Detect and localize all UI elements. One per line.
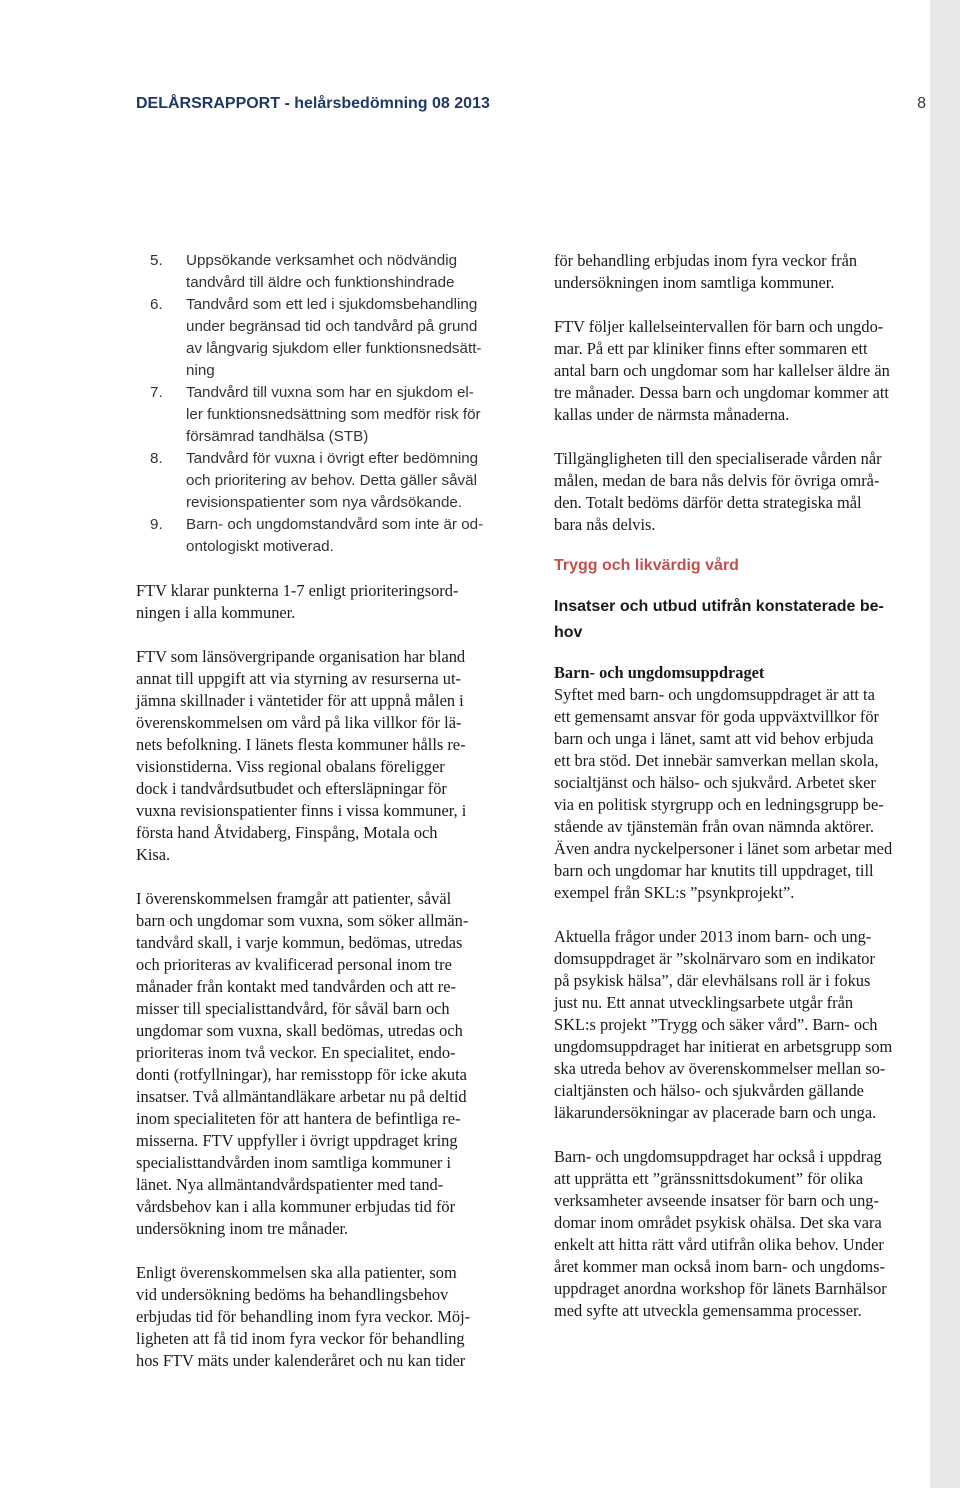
text-line: misserna. FTV uppfyller i övrigt uppdraget kring xyxy=(136,1131,458,1150)
text-line: vid undersökning bedöms ha behandlingsbehov xyxy=(136,1285,449,1304)
text-line: erbjudas tid för behandling inom fyra veckor. Möj- xyxy=(136,1307,471,1326)
text-line: tandvård till äldre och funktionshindrade xyxy=(186,274,455,291)
text-line: insatser. Två allmäntandläkare arbetar nu på deltid xyxy=(136,1087,467,1106)
text-line: för behandling erbjudas inom fyra veckor från xyxy=(554,251,858,270)
text-line: visionstiderna. Viss regional obalans föreligger xyxy=(136,757,445,776)
paragraph xyxy=(554,250,960,294)
text-line: och prioritering av behov. Detta gäller såväl xyxy=(186,472,477,489)
text-line: I överenskommelsen framgår att patienter, såväl xyxy=(136,889,452,908)
text-line: hos FTV mäts under kalenderåret och nu kan tider xyxy=(136,1351,466,1370)
text-line: och prioriteras av kvalificerad personal inom tre xyxy=(136,955,452,974)
text-line: exempel från SKL:s ”psynkprojekt”. xyxy=(554,883,795,902)
text-line: ett gemensamt ansvar för goda uppväxtvillkor för xyxy=(554,707,879,726)
text-line: inom specialiteten för att hantera de befintliga re- xyxy=(136,1109,461,1128)
text-line: den. Totalt bedöms därför detta strategiska mål xyxy=(554,493,862,512)
subsection-heading xyxy=(554,594,960,646)
text-line: kallas under de närmsta månaderna. xyxy=(554,405,790,424)
text-line: vuxna revisionspatienter finns i vissa kommuner, i xyxy=(136,801,467,820)
text-line: domar inom området psykisk ohälsa. Det ska vara xyxy=(554,1213,882,1232)
text-line: revisionspatienter som nya vårdsökande. xyxy=(186,494,463,511)
list-number: 7. xyxy=(150,384,163,401)
text-line: av långvarig sjukdom eller funktionsnedsätt- xyxy=(186,340,482,357)
text-line: månader från kontakt med tandvården och att re- xyxy=(136,977,456,996)
page-number: 8 xyxy=(917,95,926,112)
text-line: med syfte att utveckla gemensamma processer. xyxy=(554,1301,862,1320)
list-item xyxy=(136,514,534,558)
text-line: FTV som länsövergripande organisation har bland xyxy=(136,647,466,666)
text-line: SKL:s projekt ”Trygg och säker vård”. Barn- och xyxy=(554,1015,878,1034)
list-number: 8. xyxy=(150,450,163,467)
list-item xyxy=(136,382,534,448)
right-column xyxy=(554,250,960,1322)
text-line: Barn- och ungdomstandvård som inte är od- xyxy=(186,516,484,533)
text-line: donti (rotfyllningar), har remisstopp för icke akuta xyxy=(136,1065,467,1084)
text-line: domsuppdraget är ”skolnärvaro som en indikator xyxy=(554,949,875,968)
text-line: Uppsökande verksamhet och nödvändig xyxy=(186,252,458,269)
paragraph xyxy=(136,888,534,1240)
list-number: 6. xyxy=(150,296,163,313)
text-line: antal barn och ungdomar som har kallelser äldre än xyxy=(554,361,890,380)
text-line: annat till uppgift att via styrning av resurserna ut- xyxy=(136,669,461,688)
text-line: jämna skillnader i väntetider för att uppnå målen i xyxy=(136,691,464,710)
priority-list xyxy=(136,250,534,558)
paragraph xyxy=(136,646,534,866)
paragraph xyxy=(554,926,960,1124)
text-line: ett bra stöd. Det innebär samverkan mellan skola, xyxy=(554,751,879,770)
text-line: ungdomsuppdraget har initierat en arbetsgrupp som xyxy=(554,1037,893,1056)
text-line: Aktuella frågor under 2013 inom barn- och ung- xyxy=(554,927,872,946)
text-line: FTV klarar punkterna 1-7 enligt prioriteringsord- xyxy=(136,581,459,600)
subheading: Barn- och ungdomsuppdraget xyxy=(554,663,765,682)
list-item xyxy=(136,448,534,514)
text-line: Syftet med barn- och ungdomsuppdraget är att ta xyxy=(554,685,875,704)
text-line: året kommer man också inom barn- och ungdoms- xyxy=(554,1257,885,1276)
text-line: Tandvård till vuxna som har en sjukdom el- xyxy=(186,384,474,401)
paragraph xyxy=(554,684,960,904)
text-line: Tandvård som ett led i sjukdomsbehandling xyxy=(186,296,478,313)
text-line: ontologiskt motiverad. xyxy=(186,538,334,555)
text-line: målen, medan de bara nås delvis för övriga områ- xyxy=(554,471,880,490)
text-line: cialtjänsten och hälso- och sjukvården gällande xyxy=(554,1081,864,1100)
text-line: på psykisk hälsa”, där elevhälsans roll är i fokus xyxy=(554,971,871,990)
text-line: socialtjänst och hälso- och sjukvård. Arbetet sker xyxy=(554,773,876,792)
list-number: 9. xyxy=(150,516,163,533)
page-header xyxy=(136,95,926,113)
text-line: under begränsad tid och tandvård på grund xyxy=(186,318,478,335)
text-line: barn och ungdomar som vuxna, som söker allmän- xyxy=(136,911,469,930)
text-line: specialisttandvården inom samtliga kommuner i xyxy=(136,1153,451,1172)
text-line: misser till specialisttandvård, för såväl barn och xyxy=(136,999,450,1018)
text-line: mar. På ett par kliniker finns efter sommaren ett xyxy=(554,339,868,358)
paragraph xyxy=(554,1146,960,1322)
text-line: vårdsbehov kan i alla kommuner erbjudas tid för xyxy=(136,1197,456,1216)
text-line: barn och ungdomar har knutits till uppdraget, till xyxy=(554,861,874,880)
text-line: Insatser och utbud utifrån konstaterade be- xyxy=(554,598,884,615)
text-line: överenskommelsen om vård på lika villkor för lä- xyxy=(136,713,462,732)
paragraph xyxy=(554,448,960,536)
text-line: Kisa. xyxy=(136,845,171,864)
text-line: tandvård skall, i varje kommun, bedömas, utredas xyxy=(136,933,463,952)
paragraph xyxy=(136,1262,534,1372)
text-line: barn och unga i länet, samt att vid behov erbjuda xyxy=(554,729,874,748)
text-line: just nu. Ett annat utvecklingsarbete utgår från xyxy=(554,993,854,1012)
text-line: stående av tjänstemän från ovan nämnda aktörer. xyxy=(554,817,874,836)
text-line: ningen i alla kommuner. xyxy=(136,603,296,622)
text-line: dock i tandvårdsutbudet och eftersläpningar för xyxy=(136,779,447,798)
text-line: försämrad tandhälsa (STB) xyxy=(186,428,369,445)
text-line: undersökning inom tre månader. xyxy=(136,1219,349,1238)
paragraph xyxy=(136,580,534,624)
text-line: Enligt överenskommelsen ska alla patienter, som xyxy=(136,1263,457,1282)
list-item xyxy=(136,250,534,294)
text-line: FTV följer kallelseintervallen för barn och ungdo- xyxy=(554,317,884,336)
text-line: tre månader. Dessa barn och ungdomar kommer att xyxy=(554,383,889,402)
text-line: ler funktionsnedsättning som medför risk för xyxy=(186,406,481,423)
text-line: länet. Nya allmäntandvårdspatienter med tand- xyxy=(136,1175,444,1194)
text-line: hov xyxy=(554,624,583,641)
text-line: bara nås delvis. xyxy=(554,515,656,534)
text-line: prioriteras inom två veckor. En specialitet, endo- xyxy=(136,1043,456,1062)
list-number: 5. xyxy=(150,252,163,269)
text-line: första hand Åtvidaberg, Finspång, Motala och xyxy=(136,823,438,842)
text-line: ungdomar som vuxna, skall bedömas, utredas och xyxy=(136,1021,463,1040)
list-item xyxy=(136,294,534,382)
text-line: nets befolkning. I länets flesta kommuner hålls re- xyxy=(136,735,466,754)
text-line: Barn- och ungdomsuppdraget har också i uppdrag xyxy=(554,1147,882,1166)
text-line: ning xyxy=(186,362,215,379)
text-line: ska utreda behov av överenskommelser mellan so- xyxy=(554,1059,886,1078)
text-line: uppdraget anordna workshop för länets Barnhälsor xyxy=(554,1279,887,1298)
text-line: att upprätta ett ”gränssnittsdokument” för olika xyxy=(554,1169,864,1188)
text-line: läkarundersökningar av placerade barn och unga. xyxy=(554,1103,877,1122)
text-line: Tillgängligheten till den specialiserade vården når xyxy=(554,449,882,468)
text-line: via en politisk styrgrupp och en ledningsgrupp be- xyxy=(554,795,884,814)
text-line: Tandvård för vuxna i övrigt efter bedömning xyxy=(186,450,479,467)
paragraph xyxy=(554,316,960,426)
header-title: DELÅRSRAPPORT - helårsbedömning 08 2013 xyxy=(136,95,490,112)
text-line: Även andra nyckelpersoner i länet som arbetar med xyxy=(554,839,893,858)
section-heading: Trygg och likvärdig vård xyxy=(554,557,739,574)
text-line: enkelt att hitta rätt vård utifrån olika behov. Under xyxy=(554,1235,884,1254)
text-line: undersökningen inom samtliga kommuner. xyxy=(554,273,835,292)
left-column xyxy=(136,250,534,1372)
text-line: verksamheter avseende insatser för barn och ung- xyxy=(554,1191,879,1210)
text-line: ligheten att få tid inom fyra veckor för behandling xyxy=(136,1329,465,1348)
